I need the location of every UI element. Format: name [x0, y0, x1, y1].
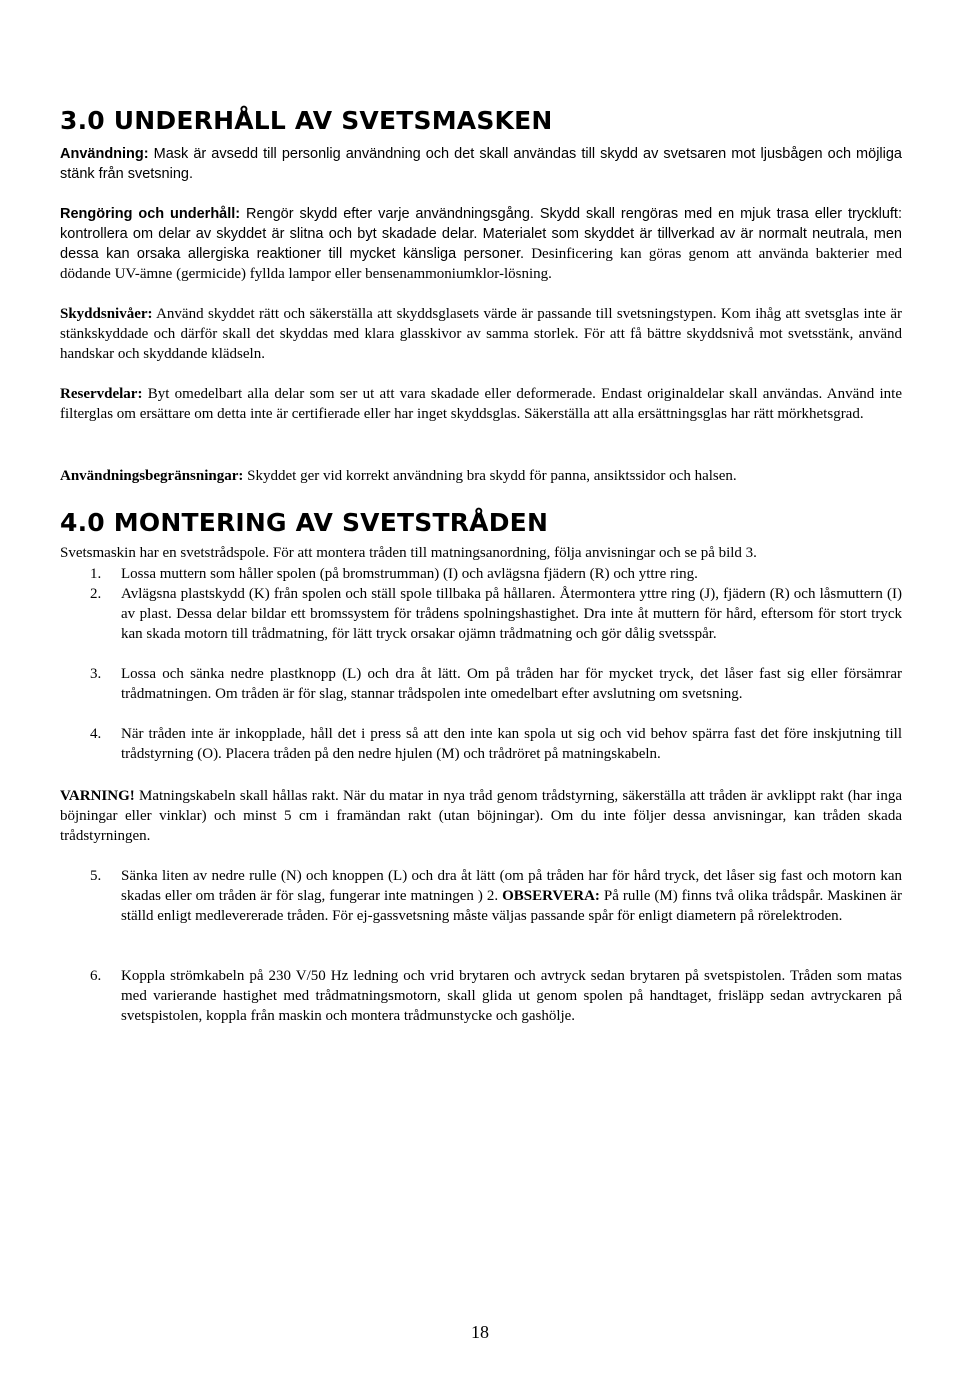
- protection-levels-paragraph: [60, 304, 902, 364]
- list-item-text: Avlägsna plastskydd (K) från spolen och ställ spole tillbaka på hållaren. Återmontera yttre ring (J), fjädern (R) och låsmuttern (I) av plast. Dessa delar bildar ett bromssystem för trådens spolningshastighet. Dra inte åt muttern för hård, eftersom för stort tryck kan skada motorn till trådmatning, för lätt tryck orsakar ojämn trådmatning och gör dålig svetsspår.: [121, 586, 902, 642]
- list-item-number: 5.: [90, 868, 102, 884]
- list-item: [60, 664, 902, 704]
- list-item-text: Lossa muttern som håller spolen (på bromstrumman) (I) och avlägsna fjädern (R) och yttre ring.: [121, 566, 698, 582]
- list-item: [60, 966, 902, 1026]
- usage-limits-label: Användningsbegränsningar:: [60, 468, 244, 484]
- protection-levels-text: Använd skyddet rätt och säkerställa att skyddsglasets värde är passande till svetsningstypen. Kom ihåg att svetsglas inte är stänkskyddade och därför skall det skyddas med klara glasskivor av samma storlek. För att få bättre skyddsnivå mot svetsstänk, använd handskar och skyddande klädseln.: [60, 306, 902, 362]
- cleaning-text-c: Desinficering kan göras genom att använda bakterier med dödande UV-ämne (germicide) fyllda lampor eller bensenammoniumklor-lösning.: [60, 246, 902, 282]
- usage-label: Användning:: [60, 146, 149, 162]
- spare-parts-paragraph: [60, 384, 902, 424]
- usage-text: Mask är avsedd till personlig användning och det skall användas till skydd av svetsaren mot ljusbågen och möjliga stänk från svetsning.: [60, 146, 902, 182]
- warning-paragraph: [60, 786, 902, 846]
- spare-parts-label: Reservdelar:: [60, 386, 143, 402]
- observera-label: OBSERVERA:: [502, 888, 600, 904]
- step-5-text-b: På rulle (M) finns två olika trådspår. Maskinen är ställd enligt medlevererade tråden. För ej-gassvetsning måste väljas passande spår för enligt diametern på rörelektroden.: [121, 888, 902, 924]
- list-item-number: 2.: [90, 586, 102, 602]
- list-item: [60, 724, 902, 764]
- cleaning-paragraph: [60, 204, 902, 284]
- usage-paragraph: [60, 144, 902, 184]
- list-item-number: 1.: [90, 566, 102, 582]
- list-item-number: 6.: [90, 968, 102, 984]
- cleaning-label: Rengöring och underhåll:: [60, 206, 241, 222]
- list-item-number: 3.: [90, 666, 102, 682]
- list-item: [60, 564, 902, 584]
- list-item: [60, 866, 902, 926]
- warning-text: Matningskabeln skall hållas rakt. När du matar in nya tråd genom trådstyrning, säkerställa att tråden är avklippt rakt (har inga böjningar eller vinklar) och minst 5 cm i framändan rakt (utan böjningar). Om du inte följer dessa anvisningar, kan tråden skada trådstyrningen.: [60, 788, 902, 844]
- section-4-title: 4.0 MONTERING AV SVETSTRÅDEN: [60, 508, 549, 537]
- protection-levels-label: Skyddsnivåer:: [60, 306, 153, 322]
- section-4-intro: Svetsmaskin har en svetstrådspole. För att montera tråden till matningsanordning, följa anvisningar och se på bild 3.: [60, 545, 757, 561]
- list-item-text: Koppla strömkabeln på 230 V/50 Hz ledning och vrid brytaren och avtryck sedan brytaren på svetspistolen. Tråden som matas med varierande hastighet med trådmatningsmotorn, skall glida ut genom spolen på handtaget, frisläpp sedan avtryckaren på svetspistolen, koppla från maskin och montera trådmunstycke och gashölje.: [121, 968, 902, 1024]
- list-item-text: [121, 866, 902, 926]
- page-number: 18: [471, 1322, 489, 1342]
- spare-parts-text: Byt omedelbart alla delar som ser ut att vara skadade eller deformerade. Endast originaldelar skall användas. Använd inte filterglas om ersättare om detta inte är certifierade eller har inget skyddsglas. Säkerställa att alla ersättningsglas har rätt mörkhetsgrad.: [60, 386, 902, 422]
- cleaning-text-a: Rengör skydd efter varje användningsgång. Skydd skall rengöras med en mjuk trasa eller tryckluft: kontrollera om delar av skyddet är slitna och byt skadade delar.: [60, 206, 902, 242]
- warning-label: VARNING!: [60, 788, 135, 804]
- usage-limits-paragraph: [60, 466, 902, 486]
- list-item-text: När tråden inte är inkopplade, håll det i press så att den inte kan spola ut sig och vid behov spärra fast det före inskjutning till trådstyrning (O). Placera tråden på den nedre hjulen (M) och trådröret på matningskabeln.: [121, 726, 902, 762]
- list-item-text: Lossa och sänka nedre plastknopp (L) och dra åt lätt. Om på tråden har för mycket tryck, det låser fast sig eller försämrar trådmatningen. Om tråden är för slag, stannar trådspolen inte omedelbart efter avslutning om svetsning.: [121, 666, 902, 702]
- step-5-text-a: Sänka liten av nedre rulle (N) och knoppen (L) och dra åt lätt (om på tråden har för hård tryck, det låser sig fast och motorn kan skadas eller om tråden är för slag, fungerar inte matningen ) 2.: [121, 868, 902, 904]
- list-item: [60, 584, 902, 644]
- section-3-title: 3.0 UNDERHÅLL AV SVETSMASKEN: [60, 106, 553, 135]
- usage-limits-text: Skyddet ger vid korrekt användning bra skydd för panna, ansiktssidor och halsen.: [243, 468, 737, 484]
- list-item-number: 4.: [90, 726, 102, 742]
- cleaning-text-b: Materialet som skyddet är tillverkad av är normalt neutrala, men dessa kan orsaka allergiska reaktioner till mycket känsliga personer.: [60, 226, 902, 262]
